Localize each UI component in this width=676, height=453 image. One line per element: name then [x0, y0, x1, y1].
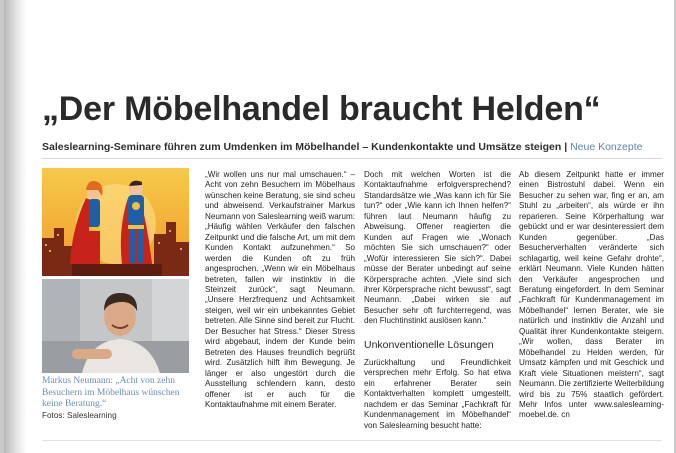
photo-caption: Markus Neumann: „Acht von zehn Besuchern im Möbelhaus wünschen keine Beratung.“	[42, 376, 180, 409]
article-column-3	[519, 170, 664, 421]
category-tag: Neue Konzepte	[570, 141, 643, 153]
paragraph	[519, 170, 664, 421]
page-binding-shadow	[4, 0, 26, 453]
subhead-text: Saleslearning-Seminare führen zum Umdenken im Möbelhandel – Kundenkontakte und Umsätze steigen |	[42, 141, 568, 153]
subheadline	[42, 141, 662, 153]
website-url: www.saleslearning-moebel.de.	[519, 399, 665, 420]
portrait-photo	[42, 279, 189, 373]
author-signature: cn	[561, 410, 570, 420]
superhero-illustration	[42, 168, 189, 276]
paragraph-text: Ab diesem Zeitpunkt hatte er immer einen Bistrostuhl dabei. Wenn ein Besucher zu sehen war, fing er an, am Stuhl zu „arbeiten“, als würde er ihn reparieren. Seine Körperhaltung war gebückt und er war desinteressiert dem Kunden gegenüber. „Das Besucherverhalten veränderte sich schlagartig, weil keine Gefahr drohte“, erklärt Neumann. Viele Kunden hätten den Verkäufer angesprochen und Beratung eingefordert. In dem Seminar „Fachkraft für Kundenmanagement im Möbelhandel“ lernen Berater, wie sie natürlich und instinktiv die Anzahl und Qualität ihrer Kundenkontakte steigern. „Wir wollen, dass Berater im Möbelhandel zu Helden werden, für Umsatz kämpfen und mit Geschick und Kraft viele Situationen meistern“, sagt Neumann. Die zertifizierte Weiterbildung wird bis zu 75% staatlich gefördert. Mehr Infos unter	[519, 170, 664, 409]
headline: „Der Möbelhandel braucht Helden“	[42, 90, 601, 128]
magazine-page	[4, 0, 674, 453]
divider	[42, 158, 662, 159]
section-heading: Unkonventionelle Lösungen	[364, 338, 494, 351]
article-column-2	[364, 170, 511, 431]
bottom-divider	[42, 440, 662, 441]
photo-credit: Fotos: Saleslearning	[42, 411, 117, 420]
paragraph: „Wir wollen uns nur mal umschauen.“ – Acht von zehn Besuchern im Möbelhaus wünschen keine Beratung, sie sind scheu und abweisend. Verkaufstrainer Markus Neumann von Saleslearning weiß warum: „Häufig wählen Verkäufer den falschen Zeitpunkt und die falsche Art, um mit dem Kunden Kontakt aufzunehmen.“ So werden die Kunden oft zu früh angesprochen. „Wenn wir ein Möbelhaus betreten, fallen wir instinktiv in die Steinzeit zurück“, sagt Neumann. „Unsere Herzfrequenz und Achtsamkeit steigen, weil wir ein unbekanntes Gebiet betreten. Alle Sinne sind bereit zur Flucht. Der Besucher hat Stress.“ Dieser Stress wird abgebaut, indem der Kunde beim Betreten des Hauses freundlich begrüßt wird. Zusätzlich hilft ihm Bewegung. Je länger er also ungestört durch die Ausstellung schlendern kann, desto offener ist er auch für die Kontaktaufnahme mit einem Berater.	[205, 170, 355, 409]
paragraph: Doch mit welchen Worten ist die Kontaktaufnahme erfolgversprechend? Standardsätze wie „Was kann ich für Sie tun?“ oder „Wie kann ich Ihnen helfen?“ führen laut Neumann häufig zu Abweisung. Offener reagierten die Kunden auf Fragen wie „Wonach möchten Sie sich umschauen?“ oder „Wofür interessieren Sie sich?“. Dabei müsse der Berater unbedingt auf seine Körpersprache achten. „Viele sind sich ihrer Körpersprache nicht bewusst“, sagt Neumann. „Dabei wirken sie auf Besucher sehr oft furchterregend, was den Fluchtinstinkt auslösen kann.“	[364, 170, 511, 326]
article-column-1	[205, 170, 355, 410]
paragraph: Zurückhaltung und Freundlichkeit versprechen mehr Erfolg. So hat etwa ein erfahrener Berater sein Kontaktverhalten komplett umgestellt, nachdem er das Seminar „Fachkraft für Kundenmanagement im Möbelhandel“ von Saleslearning besucht hatte:	[364, 357, 511, 430]
